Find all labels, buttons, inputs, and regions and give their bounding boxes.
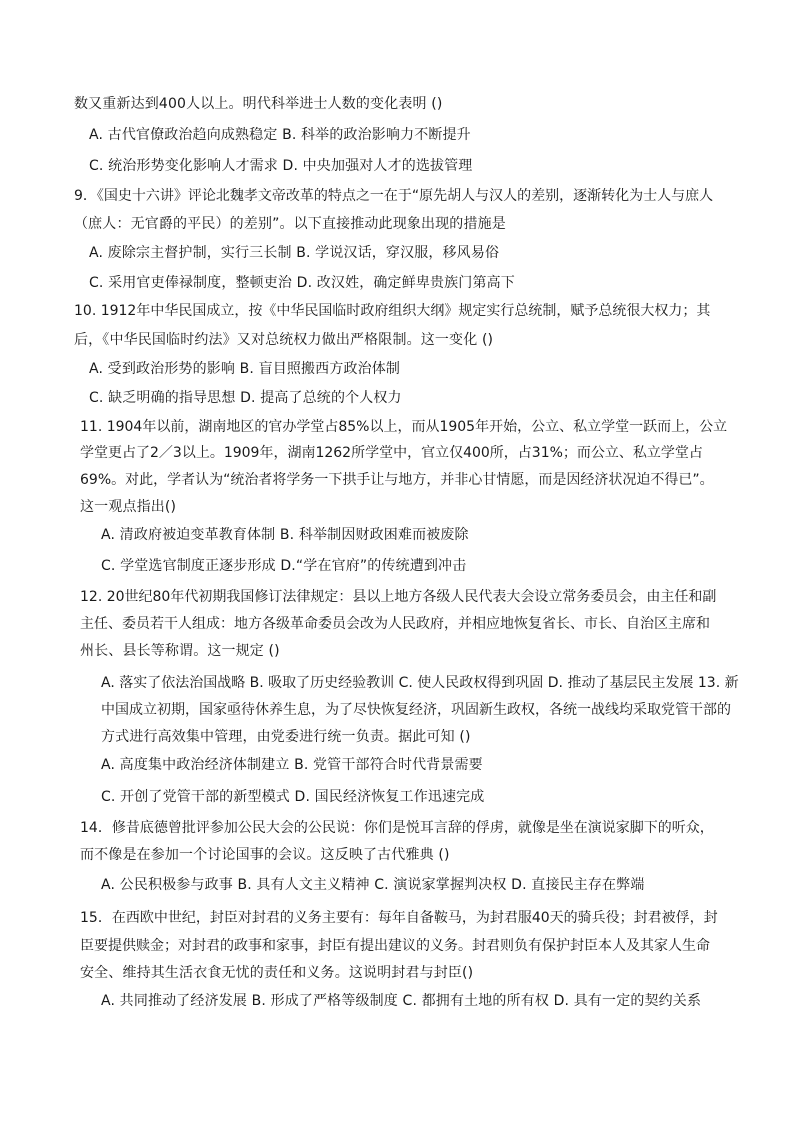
q10-stem-line-2: 后，《中华民国临时约法》又对总统权力做出严格限制。这一变化 () [74,332,494,348]
q12-stem-line-1: 12. 20世纪80年代初期我国修订法律规定：县以上地方各级人民代表大会设立常务委员会，由主任和副 [80,589,717,605]
q12-stem-line-2: 主任、委员若干人组成：地方各级革命委员会改为人民政府，并相应地恢复省长、市长、自治区主席和 [80,616,710,632]
q12-stem-line-3: 州长、县长等称谓。这一规定 () [80,643,280,659]
q9-stem-line-2: （庶人：无官爵的平民）的差别”。以下直接推动此现象出现的措施是 [74,216,506,232]
q8-options-cd: C. 统治形势变化影响人才需求 D. 中央加强对人才的选拔管理 [89,158,473,174]
q8-stem-line: 数又重新达到400人以上。明代科举进士人数的变化表明 () [74,96,443,112]
q11-stem-line-1: 11. 1904年以前，湖南地区的官办学堂占85%以上，而从1905年开始，公立、私立学堂一跃而上，公立 [80,419,728,435]
q15-stem-line-2: 臣要提供赎金；对封君的政事和家事，封臣有提出建议的义务。封君则负有保护封臣本人及其家人生命 [80,938,710,954]
q15-options: A. 共同推动了经济发展 B. 形成了严格等级制度 C. 都拥有土地的所有权 D. 具有一定的契约关系 [101,993,702,1009]
q12-options-and-q13-start: A. 落实了依法治国战略 B. 吸取了历史经验教训 C. 使人民政权得到巩固 D. 推动了基层民主发展 13. 新 [101,675,739,691]
q10-options-ab: A. 受到政治形势的影响 B. 盲目照搬西方政治体制 [89,361,401,377]
q9-options-ab: A. 废除宗主督护制，实行三长制 B. 学说汉话，穿汉服，移风易俗 [89,245,500,261]
q13-stem-line-2: 中国成立初期，国家亟待休养生息，为了尽快恢复经济，巩固新生政权，各统一战线均采取党管干部的 [101,702,731,718]
q11-stem-line-2: 学堂更占了2／3以上。1909年，湖南1262所学堂中，官立仅400所，占31%；而公立、私立学堂占 [80,445,703,461]
q15-stem-line-1: 15．在西欧中世纪，封臣对封君的义务主要有：每年自备鞍马，为封君服40天的骑兵役；封君被俘，封 [80,910,718,926]
q14-stem-line-2: 而不像是在参加一个讨论国事的会议。这反映了古代雅典 () [80,847,450,863]
q11-stem-line-4: 这一观点指出() [80,499,177,515]
q10-options-cd: C. 缺乏明确的指导思想 D. 提高了总统的个人权力 [89,390,402,406]
q8-options-ab: A. 古代官僚政治趋向成熟稳定 B. 科举的政治影响力不断提升 [89,127,471,143]
q13-options-ab: A. 高度集中政治经济体制建立 B. 党管干部符合时代背景需要 [101,757,483,773]
q11-stem-line-3: 69%。对此，学者认为“统治者将学务一下拱手让与地方，并非心甘情愿，而是因经济状况迫不得已”。 [80,472,714,488]
q13-options-cd: C. 开创了党管干部的新型模式 D. 国民经济恢复工作迅速完成 [101,789,485,805]
q9-options-cd: C. 采用官吏俸禄制度，整顿吏治 D. 改汉姓，确定鲜卑贵族门第高下 [89,275,515,291]
q15-stem-line-3: 安全、维持其生活衣食无忧的责任和义务。这说明封君与封臣() [80,965,474,981]
q10-stem-line-1: 10. 1912年中华民国成立，按《中华民国临时政府组织大纲》规定实行总统制，赋予总统很大权力；其 [74,303,711,319]
q11-options-ab: A. 清政府被迫变革教育体制 B. 科举制因财政困难而被废除 [101,527,469,543]
q14-stem-line-1: 14．修昔底德曾批评参加公民大会的公民说：你们是悦耳言辞的俘虏，就像是坐在演说家脚下的听众， [80,820,714,836]
q11-options-cd: C. 学堂选官制度正逐步形成 D.“学在官府”的传统遭到冲击 [101,558,467,574]
q14-options: A. 公民积极参与政事 B. 具有人文主义精神 C. 演说家掌握判决权 D. 直接民主存在弊端 [101,877,645,893]
q13-stem-line-3: 方式进行高效集中管理，由党委进行统一负责。据此可知 () [101,729,471,745]
q9-stem-line-1: 9．《国史十六讲》评论北魏孝文帝改革的特点之一在于“原先胡人与汉人的差别，逐渐转化为士人与庶人 [74,188,714,204]
